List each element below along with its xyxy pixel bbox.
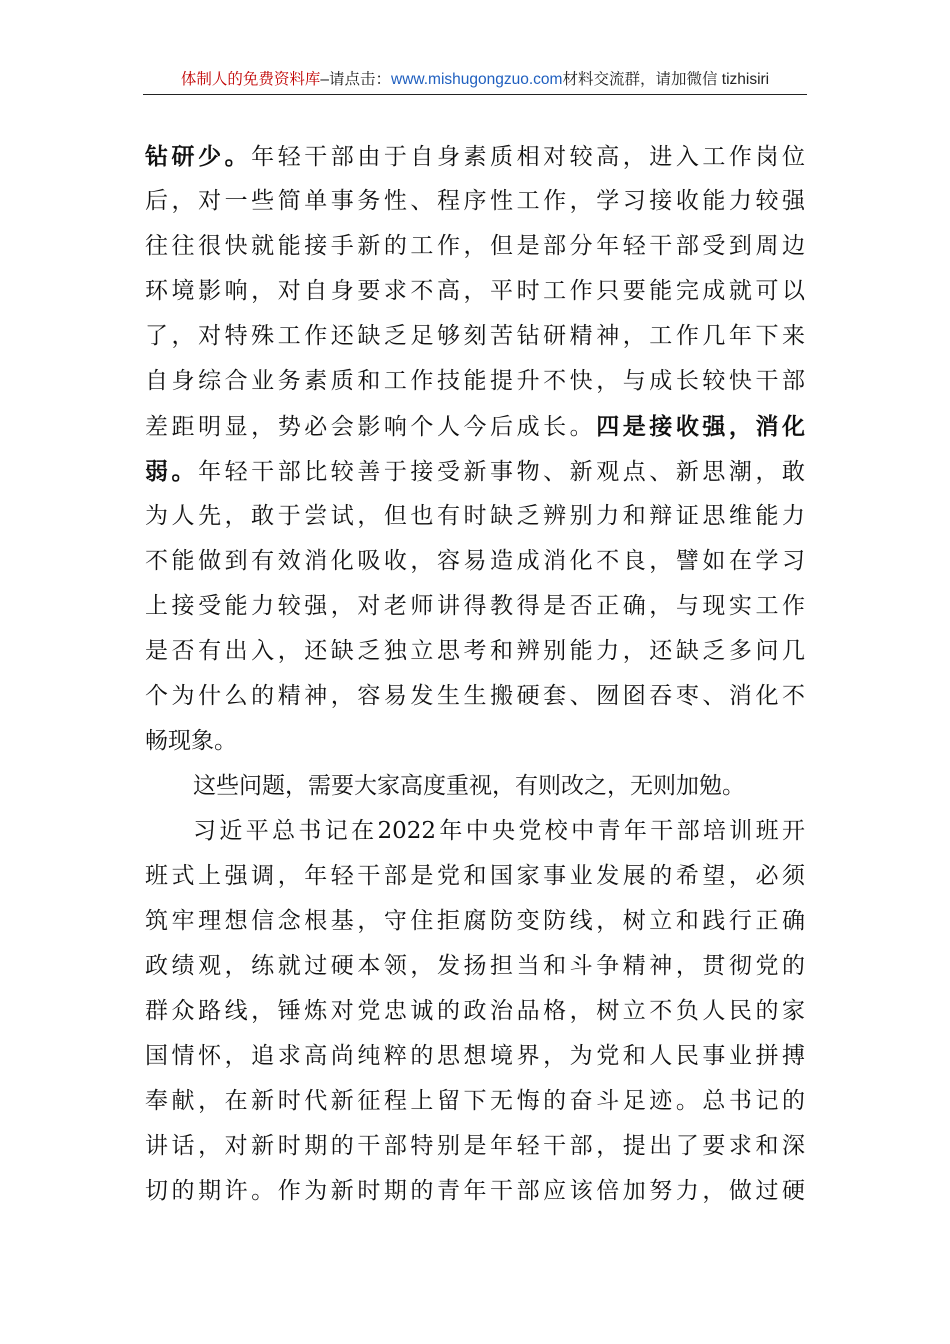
bold-heading: 钻研少。 — [145, 143, 252, 170]
text-line — [145, 134, 805, 179]
header-contact: 材料交流群，请加微信 tizhisiri — [562, 71, 770, 88]
bold-heading: 四是接收强，消化 — [596, 413, 806, 440]
text-line: 这些问题，需要大家高度重视，有则改之，无则加勉。 — [193, 773, 745, 799]
text-line: 自身综合业务素质和工作技能提升不快，与成长较快干部 — [145, 368, 805, 394]
text-span: 差距明显，势必会影响个人今后成长。 — [145, 414, 597, 440]
text-line: 是否有出入，还缺乏独立思考和辨别能力，还缺乏多问几 — [145, 638, 805, 664]
text-line: 习近平总书记在2022年中央党校中青年干部培训班开 — [193, 818, 805, 844]
text-span: 年轻干部比较善于接受新事物、新观点、新思潮，敢 — [198, 459, 806, 485]
header-url-link[interactable]: www.mishugongzuo.com — [391, 71, 563, 88]
text-line: 后，对一些简单事务性、程序性工作，学习接收能力较强 — [145, 188, 805, 214]
text-line: 讲话，对新时期的干部特别是年轻干部，提出了要求和深 — [145, 1133, 805, 1159]
text-line: 筑牢理想信念根基，守住拒腐防变防线，树立和践行正确 — [145, 908, 805, 934]
text-line: 不能做到有效消化吸收，容易造成消化不良，譬如在学习 — [145, 548, 805, 574]
text-line: 群众路线，锤炼对党忠诚的政治品格，树立不负人民的家 — [145, 998, 805, 1024]
text-line — [145, 449, 805, 494]
text-line: 畅现象。 — [145, 728, 237, 754]
text-line: 为人先，敢于尝试，但也有时缺乏辨别力和辩证思维能力 — [145, 503, 805, 529]
text-line: 奉献，在新时代新征程上留下无悔的奋斗足迹。总书记的 — [145, 1088, 805, 1114]
text-line: 个为什么的精神，容易发生生搬硬套、囫囵吞枣、消化不 — [145, 683, 805, 709]
text-line: 国情怀，追求高尚纯粹的思想境界，为党和人民事业拼搏 — [145, 1043, 805, 1069]
text-line — [145, 404, 805, 449]
text-line: 班式上强调，年轻干部是党和国家事业发展的希望，必须 — [145, 863, 805, 889]
text-line: 往往很快就能接手新的工作，但是部分年轻干部受到周边 — [145, 233, 805, 259]
bold-heading: 弱。 — [145, 458, 199, 485]
text-span: 年轻干部由于自身素质相对较高，进入工作岗位 — [251, 144, 806, 170]
page-header — [143, 66, 807, 95]
header-site-name: 体制人的免费资料库 — [180, 71, 321, 88]
header-prompt: –请点击： — [320, 71, 391, 88]
text-line: 切的期许。作为新时期的青年干部应该倍加努力，做过硬 — [145, 1178, 805, 1204]
document-body — [145, 134, 805, 1214]
text-line: 政绩观，练就过硬本领，发扬担当和斗争精神，贯彻党的 — [145, 953, 805, 979]
text-line: 上接受能力较强，对老师讲得教得是否正确，与现实工作 — [145, 593, 805, 619]
text-line: 环境影响，对自身要求不高，平时工作只要能完成就可以 — [145, 278, 805, 304]
text-line: 了，对特殊工作还缺乏足够刻苦钻研精神，工作几年下来 — [145, 323, 805, 349]
